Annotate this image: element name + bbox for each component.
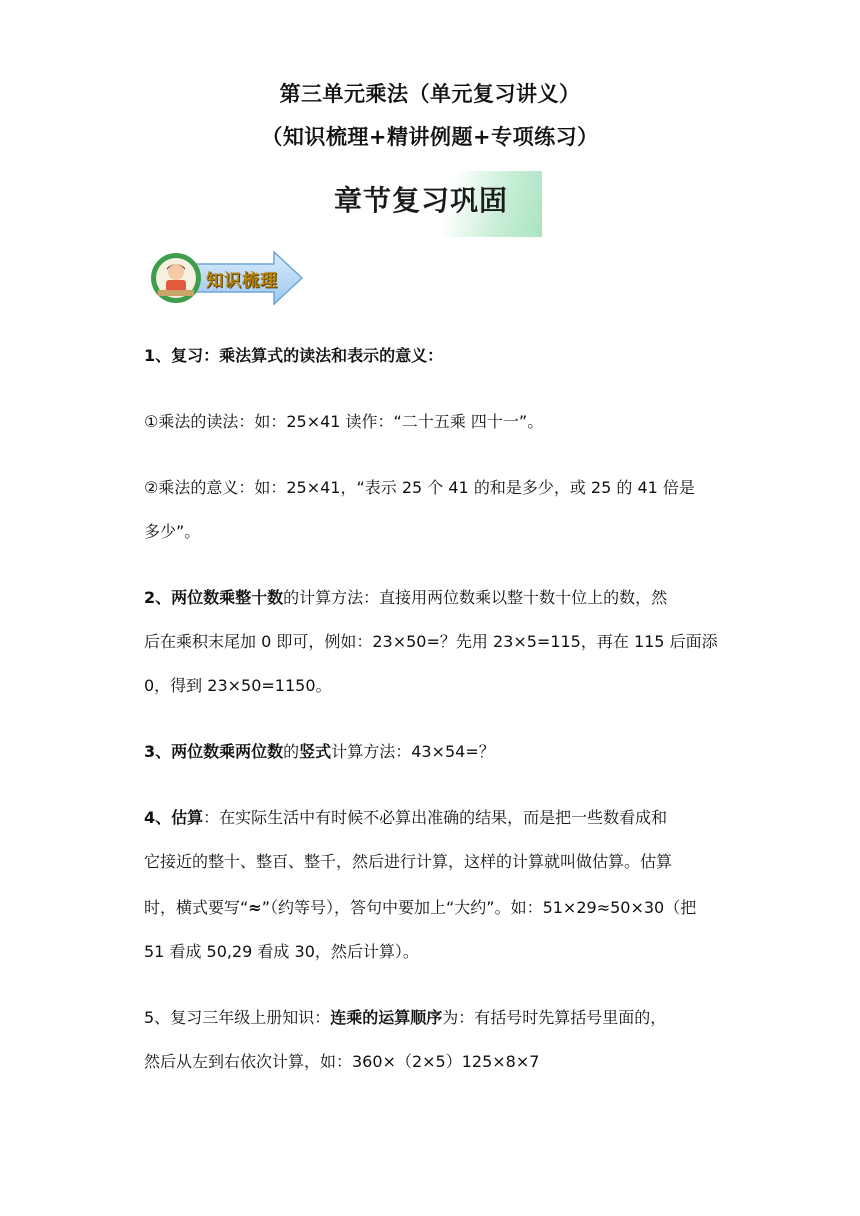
- badge-label: 知识梳理: [206, 271, 278, 291]
- point-text: ：在实际生活中有时候不必算出准确的结果，而是把一些数看成和: [203, 808, 668, 827]
- point-number: 1、: [144, 346, 172, 365]
- banner-text: 章节复习巩固: [334, 184, 509, 217]
- review-point-4-line-3: [144, 897, 724, 919]
- review-point-3: [144, 741, 724, 763]
- point-heading: 复习：乘法算式的读法和表示的意义：: [171, 346, 444, 365]
- point-text-2: 为：有括号时先算括号里面的，: [442, 1008, 667, 1027]
- point-number: 4、: [144, 808, 172, 827]
- point-text-2: ”（约等号），答句中要加上“大约”。如：51×29≈50×30（把: [261, 898, 697, 917]
- point-text-2: 计算方法：43×54=？: [331, 742, 495, 761]
- review-point-5-line-1: [144, 1007, 724, 1029]
- review-point-2-line-3: 0，得到 23×50=1150。: [144, 676, 332, 695]
- approx-symbol: ≈: [248, 898, 262, 917]
- point-heading: 两位数乘整十数: [171, 588, 284, 607]
- point-heading: 两位数乘两位数: [171, 742, 284, 761]
- review-point-5-line-2: 然后从左到右依次计算，如：360×（2×5）125×8×7: [144, 1052, 540, 1071]
- review-point-2-line-1: [144, 587, 724, 609]
- point-heading-2: 竖式: [299, 742, 332, 761]
- page-subtitle: （知识梳理+精讲例题+专项练习）: [261, 125, 599, 149]
- review-point-4-line-2: 它接近的整十、整百、整千，然后进行计算，这样的计算就叫做估算。估算: [144, 852, 673, 871]
- point-number: 2、: [144, 588, 172, 607]
- review-point-1: [144, 345, 724, 367]
- point-number: 3、: [144, 742, 172, 761]
- multiplication-meaning-line-1: ②乘法的意义：如：25×41，“表示 25 个 41 的和是多少，或 25 的 41 倍是: [144, 478, 695, 497]
- point-text: 时，横式要写“: [144, 898, 249, 917]
- point-text: 复习三年级上册知识：: [170, 1008, 331, 1027]
- review-point-4-line-4: 51 看成 50,29 看成 30，然后计算）。: [144, 942, 419, 961]
- multiplication-reading: ①乘法的读法：如：25×41 读作：“二十五乘 四十一”。: [144, 412, 544, 431]
- knowledge-summary-badge: [150, 248, 304, 308]
- point-text: 的计算方法：直接用两位数乘以整十数十位上的数，然: [283, 588, 668, 607]
- point-text: 的: [283, 742, 300, 761]
- review-point-2-line-2: 后在乘积末尾加 0 即可，例如：23×50=？先用 23×5=115，再在 115 后面添: [144, 632, 718, 651]
- point-heading: 连乘的运算顺序: [330, 1008, 443, 1027]
- chapter-review-banner: [326, 171, 542, 237]
- review-point-4-line-1: [144, 807, 724, 829]
- point-heading: 估算: [171, 808, 204, 827]
- point-number: 5、: [144, 1008, 171, 1027]
- page-title: 第三单元乘法（单元复习讲义）: [279, 82, 581, 106]
- multiplication-meaning-line-2: 多少”。: [144, 522, 201, 541]
